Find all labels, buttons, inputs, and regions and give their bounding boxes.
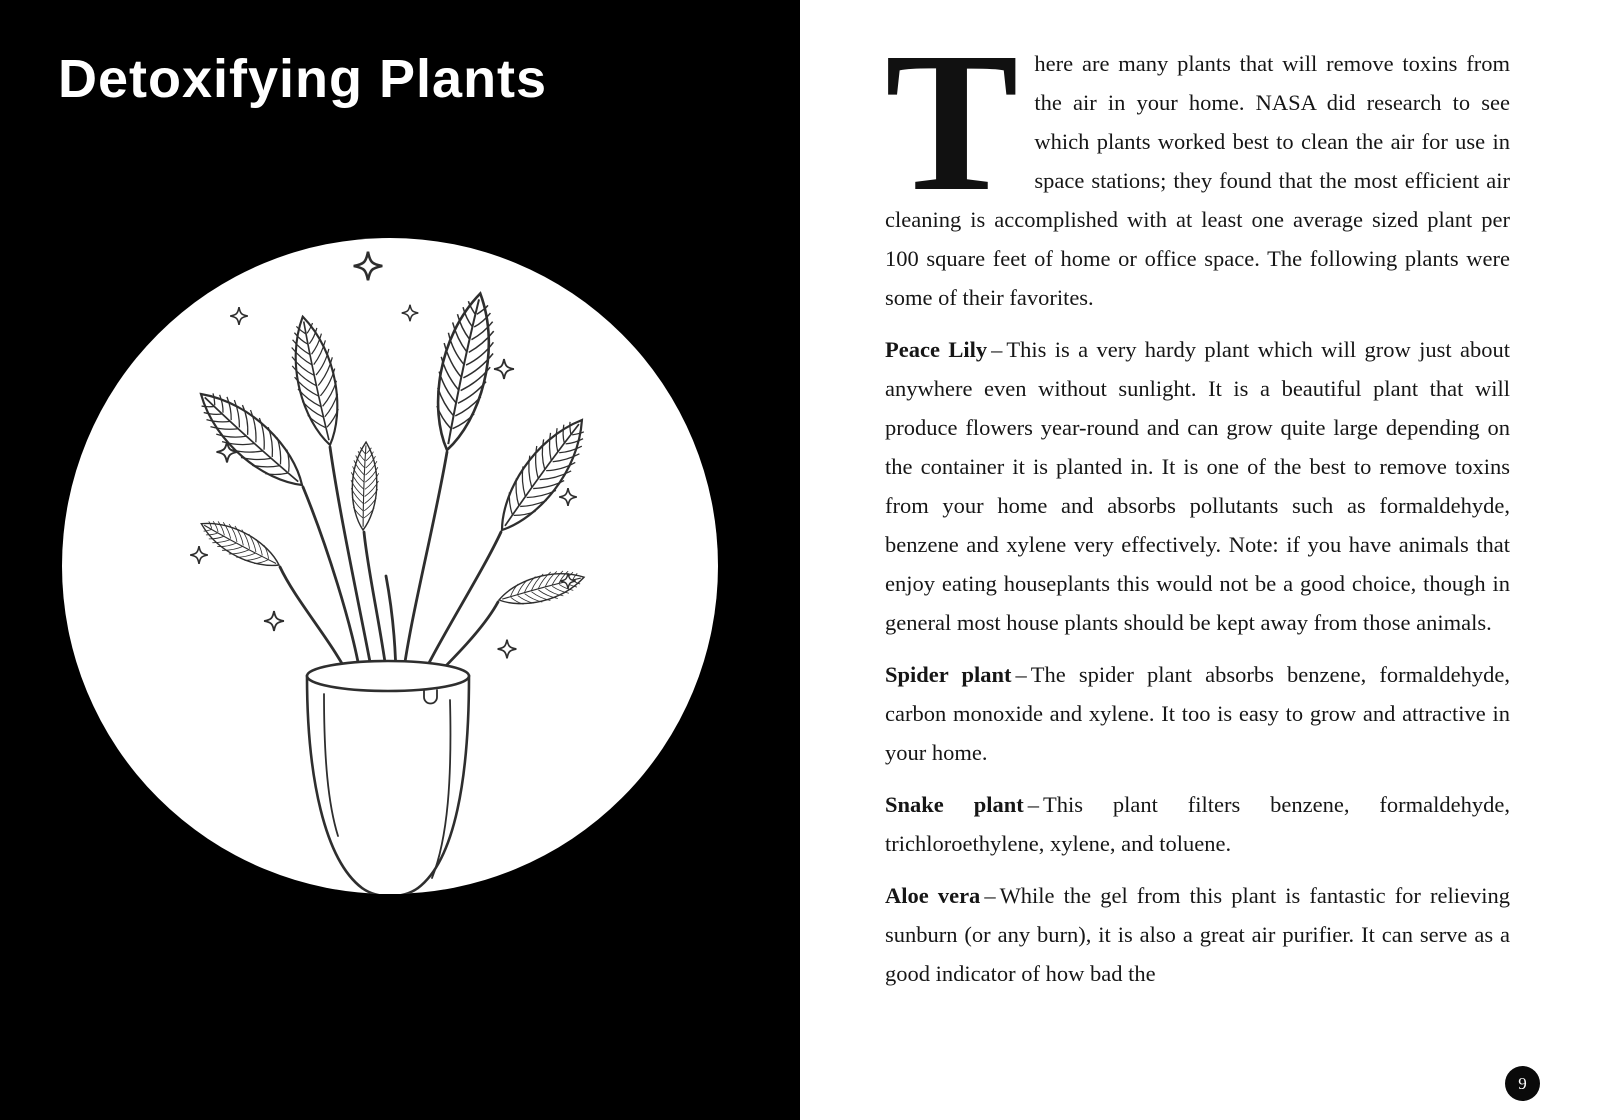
drop-cap: T [885,12,1019,233]
entry-name: Spider plant [885,662,1012,687]
entry-text: This is a very hardy plant which will grow just about anywhere even without sunlight. It is a beautiful plant that will produce flowers year-round and can grow quite large depending on the container it is planted in. It is one of the best to remove toxins from your home and absorbs pollutants such as formaldehyde, benzene and xylene very effectively. Note: if you have animals that enjoy eating houseplants this would not be a good choice, though in general most house plants should be kept away from those animals. [885,337,1510,635]
entry-separator: – [984,883,996,908]
potted-plant-icon [62,238,718,894]
entry-aloe-vera [885,876,1510,993]
page-number-badge [1505,1066,1540,1101]
intro-paragraph [885,12,1510,317]
entry-text: This plant filters benzene, formaldehyde, trichloroethylene, xylene, and toluene. [885,792,1510,856]
page-number: 9 [1518,1073,1527,1093]
entry-text: The spider plant absorbs benzene, formaldehyde, carbon monoxide and xylene. It too is easy to grow and attractive in your home. [885,662,1510,765]
entry-name: Aloe vera [885,883,981,908]
entry-spider-plant [885,655,1510,772]
page-title: Detoxifying Plants [58,49,548,109]
entry-peace-lily [885,330,1510,642]
entry-separator: – [991,337,1003,362]
entry-separator: – [1027,792,1039,817]
right-page [800,0,1600,1120]
entry-name: Snake plant [885,792,1024,817]
entry-text: While the gel from this plant is fantastic for relieving sunburn (or any burn), it is also a great air purifier. It can serve as a good indicator of how bad the [885,883,1510,986]
entry-separator: – [1015,662,1027,687]
entry-name: Peace Lily [885,337,988,362]
body-text-column [800,0,1600,993]
intro-text: here are many plants that will remove toxins from the air in your home. NASA did research to see which plants worked best to clean the air for use in space stations; they found that the most efficient air cleaning is accomplished with at least one average sized plant per 100 square feet of home or office space. The following plants were some of their favorites. [885,51,1510,310]
entry-snake-plant [885,785,1510,863]
plant-illustration [62,238,718,894]
